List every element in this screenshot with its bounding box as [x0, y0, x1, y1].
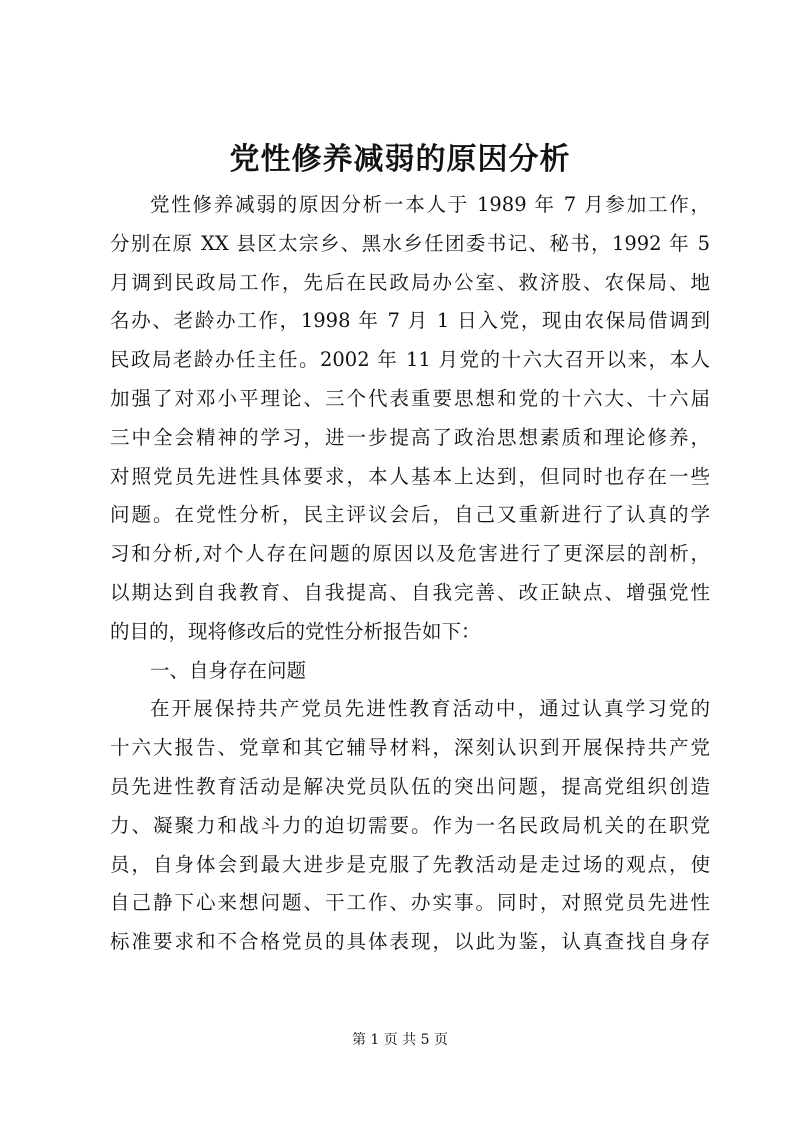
paragraph-line: 的目的，现将修改后的党性分析报告如下： — [110, 619, 481, 643]
paragraph-line: 三中全会精神的学习，进一步提高了政治思想素质和理论修养， — [110, 425, 710, 449]
page-number-footer: 第 1 页 共 5 页 — [351, 1032, 449, 1048]
document-title: 党性修养减弱的原因分析 — [229, 142, 571, 177]
paragraph-line: 名办、老龄办工作，1998 年 7 月 1 日入党，现由农保局借调到 — [110, 309, 710, 333]
section-heading: 一、自身存在问题 — [150, 658, 307, 682]
paragraph-line: 标准要求和不合格党员的具体表现，以此为鉴，认真查找自身存 — [110, 930, 710, 954]
paragraph-line: 对照党员先进性具体要求，本人基本上达到，但同时也存在一些 — [110, 464, 710, 488]
paragraph-line: 分别在原 XX 县区太宗乡、黑水乡任团委书记、秘书，1992 年 5 — [110, 231, 710, 255]
paragraph-line: 月调到民政局工作，先后在民政局办公室、救济股、农保局、地 — [110, 270, 710, 294]
paragraph-line: 员先进性教育活动是解决党员队伍的突出问题，提高党组织创造 — [110, 774, 710, 798]
paragraph-line: 自己静下心来想问题、干工作、办实事。同时，对照党员先进性 — [110, 891, 710, 915]
document-body — [110, 186, 710, 962]
paragraph-line: 力、凝聚力和战斗力的迫切需要。作为一名民政局机关的在职党 — [110, 813, 710, 837]
paragraph-line: 加强了对邓小平理论、三个代表重要思想和党的十六大、十六届 — [110, 386, 710, 410]
paragraph-line: 问题。在党性分析，民主评议会后，自己又重新进行了认真的学 — [110, 503, 710, 527]
paragraph-line: 在开展保持共产党员先进性教育活动中，通过认真学习党的 — [150, 697, 710, 721]
paragraph-line: 十六大报告、党章和其它辅导材料，深刻认识到开展保持共产党 — [110, 736, 710, 760]
paragraph-line: 民政局老龄办任主任。2002 年 11 月党的十六大召开以来，本人 — [110, 348, 710, 372]
paragraph-line: 党性修养减弱的原因分析一本人于 1989 年 7 月参加工作， — [150, 193, 710, 216]
paragraph-line: 以期达到自我教育、自我提高、自我完善、改正缺点、增强党性 — [110, 580, 710, 604]
paragraph-line: 习和分析,对个人存在问题的原因以及危害进行了更深层的剖析， — [110, 542, 710, 566]
paragraph-line: 员，自身体会到最大进步是克服了先教活动是走过场的观点，使 — [110, 852, 710, 876]
